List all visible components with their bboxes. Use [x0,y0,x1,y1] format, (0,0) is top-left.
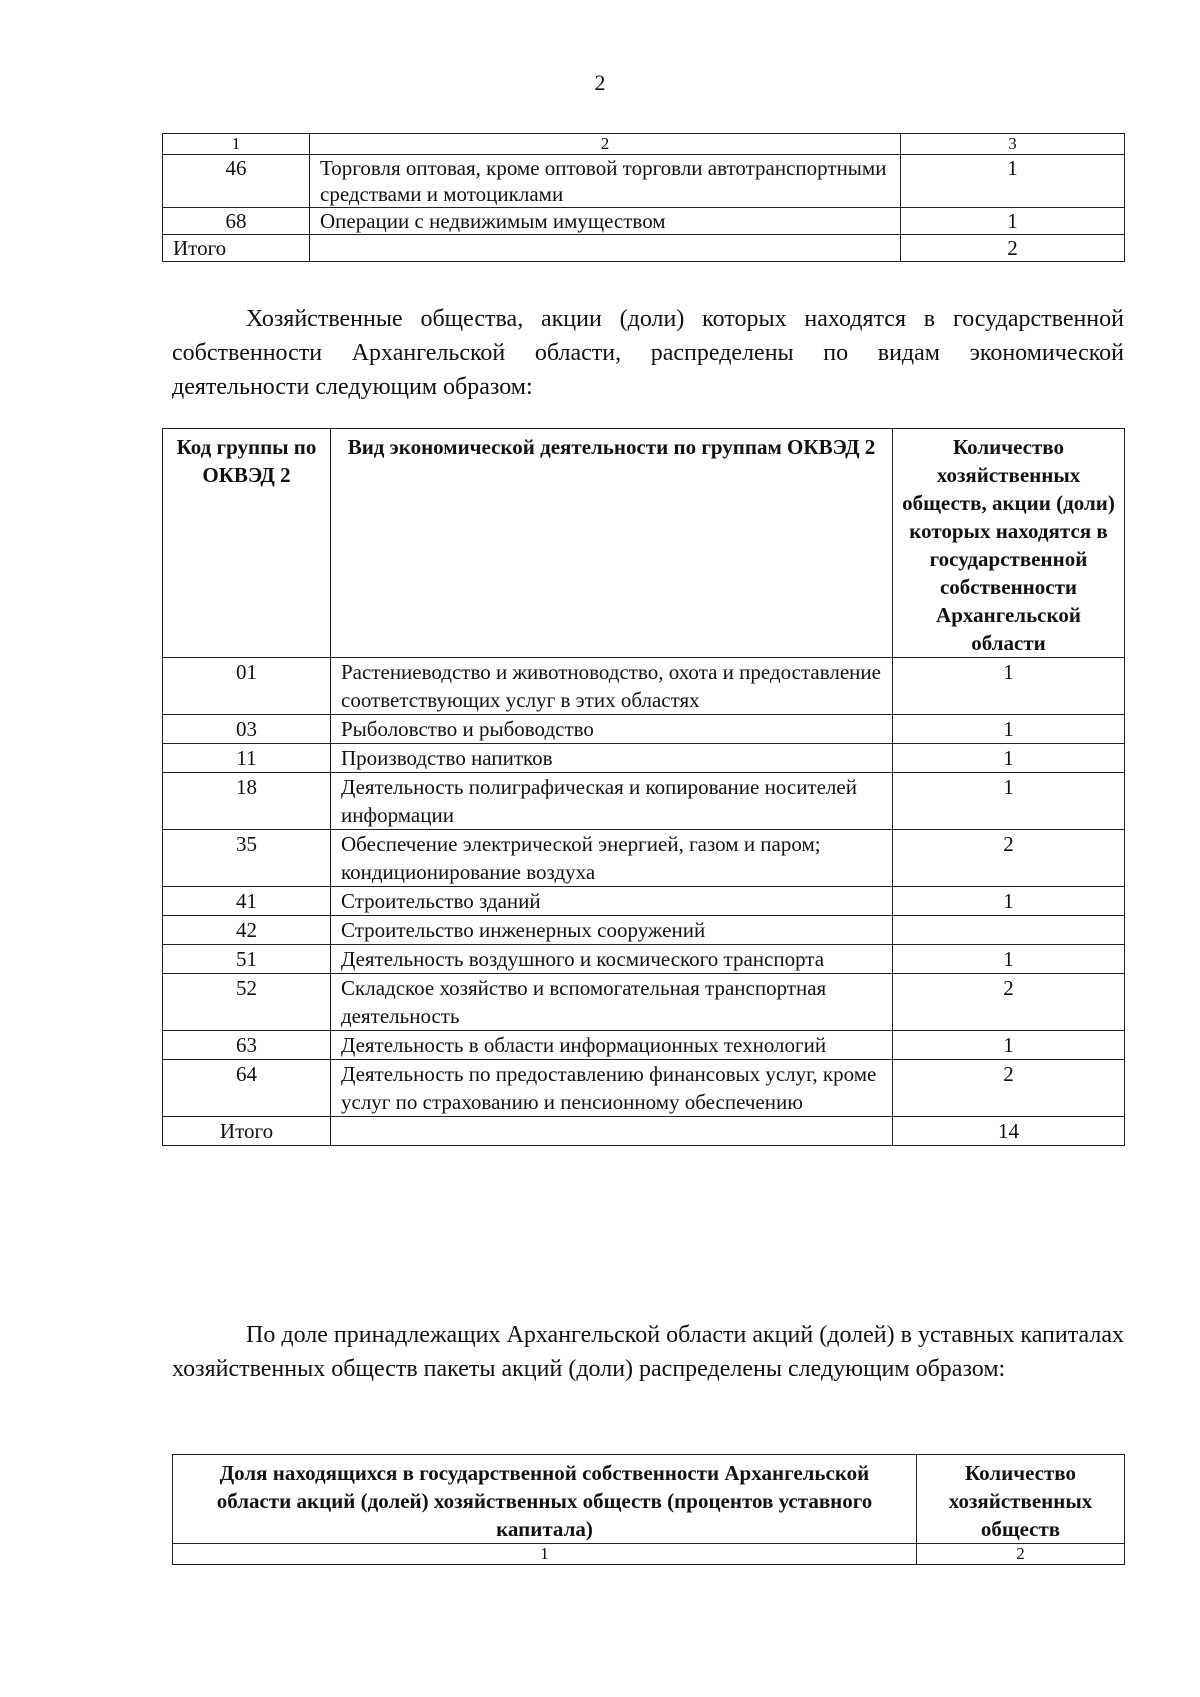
intro-paragraph-activities: Хозяйственные общества, акции (доли) которых находятся в государственной собственности Архангельской области, распределены по видам экономической деятельности следующим образом: [172,306,1124,400]
table-row [163,208,1125,235]
company-count: 1 [893,945,1125,974]
okved-code: 64 [163,1060,331,1117]
table-row [163,1031,1125,1060]
company-count: 2 [893,830,1125,887]
activity-name: Производство напитков [331,744,893,773]
column-number: 2 [310,134,901,155]
empty-cell [331,1117,893,1146]
total-label: Итого [163,1117,331,1146]
table-row [163,658,1125,715]
okved-table-continued [162,133,1125,262]
table-row [163,916,1125,945]
okved-code: 41 [163,887,331,916]
table-row [163,974,1125,1031]
page-number: 2 [594,70,606,95]
okved-code: 68 [163,208,310,235]
company-count: 1 [893,773,1125,830]
okved-distribution-table [162,428,1125,1146]
activity-name: Деятельность воздушного и космического транспорта [331,945,893,974]
company-count: 1 [893,715,1125,744]
total-label: Итого [163,235,310,262]
activity-name: Складское хозяйство и вспомогательная транспортная деятельность [331,974,893,1031]
intro-paragraph-shares: По доле принадлежащих Архангельской области акций (долей) в уставных капиталах хозяйственных обществ пакеты акций (доли) распределены следующим образом: [172,1322,1124,1382]
okved-code: 63 [163,1031,331,1060]
okved-code: 03 [163,715,331,744]
table-row [163,945,1125,974]
header-activity: Вид экономической деятельности по группам ОКВЭД 2 [331,429,893,658]
company-count: 1 [901,155,1125,208]
column-number: 3 [901,134,1125,155]
okved-code: 18 [163,773,331,830]
header-row [173,1455,1125,1544]
company-count: 2 [893,974,1125,1031]
table-row [163,773,1125,830]
activity-name: Растениеводство и животноводство, охота и предоставление соответствующих услуг в этих областях [331,658,893,715]
company-count: 1 [893,658,1125,715]
okved-code: 42 [163,916,331,945]
activity-name: Деятельность по предоставлению финансовых услуг, кроме услуг по страхованию и пенсионному обеспечению [331,1060,893,1117]
header-count: Количество хозяйственных обществ [917,1455,1125,1544]
total-row [163,235,1125,262]
table-row [163,155,1125,208]
company-count: 1 [901,208,1125,235]
okved-code: 51 [163,945,331,974]
okved-code: 11 [163,744,331,773]
okved-code: 01 [163,658,331,715]
header-row [163,429,1125,658]
column-number: 1 [173,1544,917,1565]
table-row [163,1060,1125,1117]
activity-name: Деятельность в области информационных технологий [331,1031,893,1060]
total-row [163,1117,1125,1146]
table-row [163,715,1125,744]
header-code: Код группы по ОКВЭД 2 [163,429,331,658]
column-number-row [173,1544,1125,1565]
okved-code: 46 [163,155,310,208]
okved-code: 35 [163,830,331,887]
activity-name: Торговля оптовая, кроме оптовой торговли автотранспортными средствами и мотоциклами [310,155,901,208]
company-count: 1 [893,1031,1125,1060]
okved-code: 52 [163,974,331,1031]
activity-name: Строительство зданий [331,887,893,916]
empty-cell [310,235,901,262]
share-distribution-table [172,1454,1125,1565]
total-count: 14 [893,1117,1125,1146]
activity-name: Операции с недвижимым имуществом [310,208,901,235]
activity-name: Обеспечение электрической энергией, газом и паром; кондиционирование воздуха [331,830,893,887]
company-count: 1 [893,744,1125,773]
column-number-row [163,134,1125,155]
activity-name: Рыболовство и рыбоводство [331,715,893,744]
table-row [163,744,1125,773]
company-count [893,916,1125,945]
header-share: Доля находящихся в государственной собственности Архангельской области акций (долей) хозяйственных обществ (процентов уставного капитала) [173,1455,917,1544]
header-count: Количество хозяйственных обществ, акции (доли) которых находятся в государственной собственности Архангельской области [893,429,1125,658]
table-row [163,830,1125,887]
total-count: 2 [901,235,1125,262]
company-count: 2 [893,1060,1125,1117]
table-row [163,887,1125,916]
column-number: 1 [163,134,310,155]
column-number: 2 [917,1544,1125,1565]
activity-name: Строительство инженерных сооружений [331,916,893,945]
activity-name: Деятельность полиграфическая и копирование носителей информации [331,773,893,830]
company-count: 1 [893,887,1125,916]
